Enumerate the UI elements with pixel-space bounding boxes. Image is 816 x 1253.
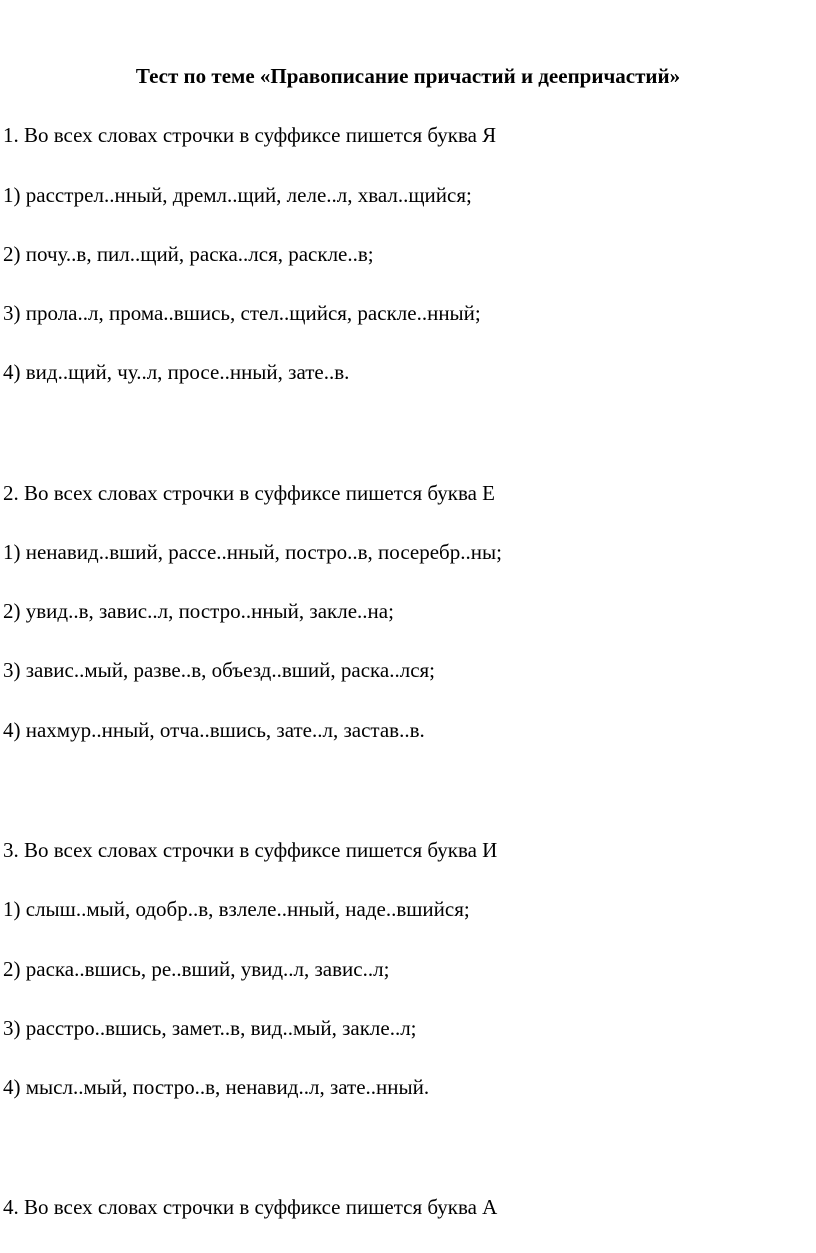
question-2-option-4: 4) нахмур..нный, отча..вшись, зате..л, застав..в. bbox=[3, 718, 425, 742]
question-3-option-1: 1) слыш..мый, одобр..в, взлеле..нный, наде..вшийся; bbox=[3, 897, 470, 921]
question-2-option-2: 2) увид..в, завис..л, постро..нный, закле..на; bbox=[3, 599, 394, 623]
question-1-option-1: 1) расстрел..нный, дремл..щий, леле..л, хвал..щийся; bbox=[3, 183, 472, 207]
question-2-option-1: 1) ненавид..вший, рассе..нный, постро..в, посеребр..ны; bbox=[3, 540, 502, 564]
question-3-option-3: 3) расстро..вшись, замет..в, вид..мый, закле..л; bbox=[3, 1016, 417, 1040]
question-3-option-4: 4) мысл..мый, постро..в, ненавид..л, зате..нный. bbox=[3, 1075, 430, 1099]
question-3-prompt: 3. Во всех словах строчки в суффиксе пишется буква И bbox=[3, 838, 498, 862]
question-3-option-2: 2) раска..вшись, ре..вший, увид..л, завис..л; bbox=[3, 957, 390, 981]
question-1-option-4: 4) вид..щий, чу..л, просе..нный, зате..в. bbox=[3, 360, 350, 384]
question-2-option-3: 3) завис..мый, разве..в, объезд..вший, раска..лся; bbox=[3, 658, 436, 682]
question-1-option-3: 3) прола..л, прома..вшись, стел..щийся, раскле..нный; bbox=[3, 301, 481, 325]
question-2-prompt: 2. Во всех словах строчки в суффиксе пишется буква Е bbox=[3, 481, 495, 505]
question-1-option-2: 2) почу..в, пил..щий, раска..лся, раскле..в; bbox=[3, 242, 374, 266]
document-title: Тест по теме «Правописание причастий и деепричастий» bbox=[135, 64, 681, 88]
question-1-prompt: 1. Во всех словах строчки в суффиксе пишется буква Я bbox=[3, 123, 497, 147]
question-4-prompt: 4. Во всех словах строчки в суффиксе пишется буква А bbox=[3, 1195, 498, 1219]
